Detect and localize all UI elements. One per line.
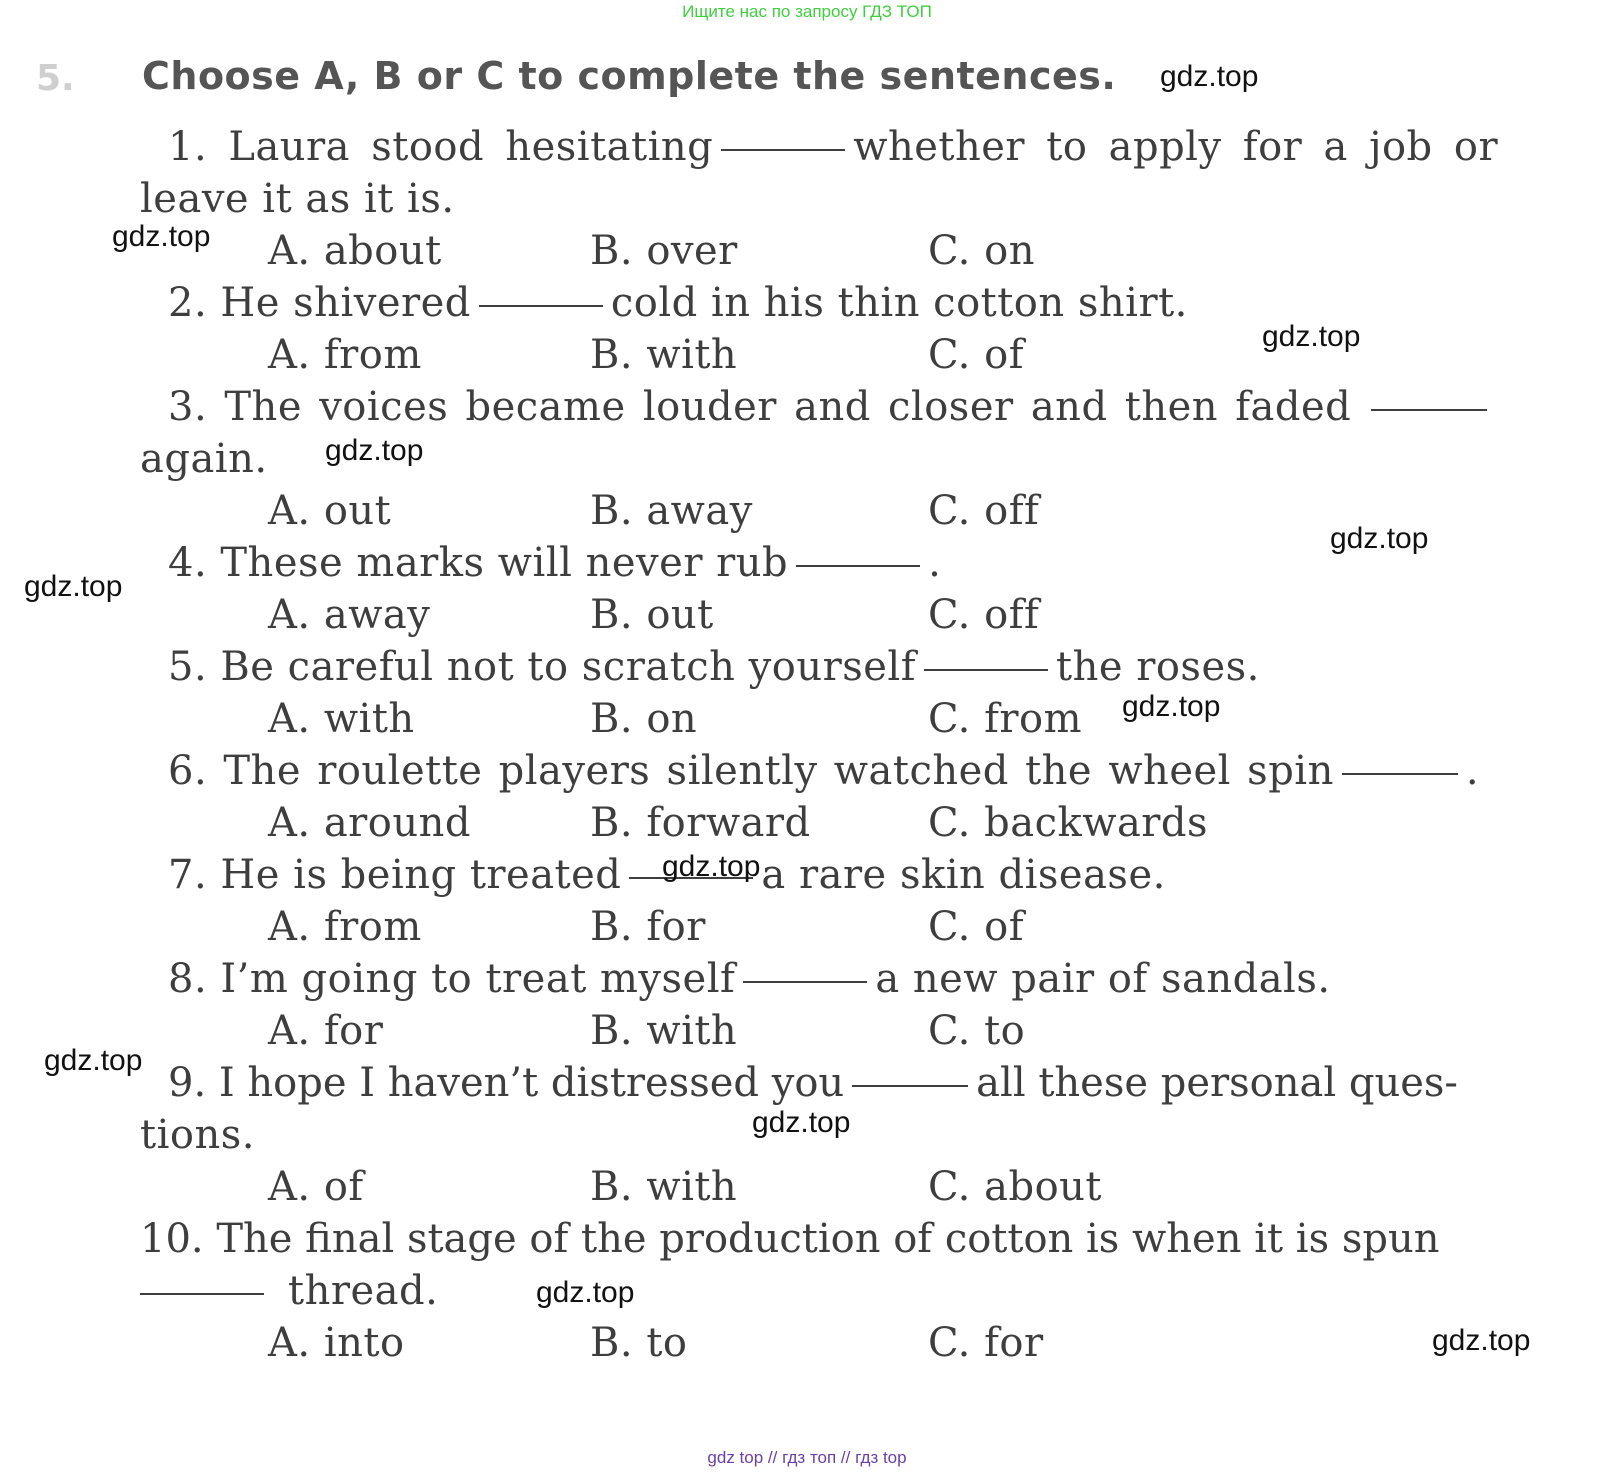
question-9-blank [852, 1085, 968, 1087]
question-7-option-c: C. of [928, 904, 1024, 950]
question-9-stem: 9. I hope I haven’t distressed you [168, 1060, 845, 1106]
bottom-banner: gdz top // гдз топ // гдз top [707, 1448, 907, 1467]
question-5-option-c: C. from [928, 696, 1083, 742]
exercise-title: Choose A, B or C to complete the sentences. [142, 54, 1117, 98]
watermark: gdz.top [662, 850, 761, 883]
question-6-option-c: C. backwards [928, 800, 1209, 846]
question-8-stem: 8. I’m going to treat myself [168, 956, 736, 1002]
question-1-option-c: C. on [928, 228, 1035, 274]
question-4-blank [796, 565, 920, 567]
question-4-option-c: C. off [928, 592, 1040, 638]
question-6-option-a: A. around [268, 800, 471, 846]
question-6-line [168, 748, 1479, 794]
question-1-option-a: A. about [268, 228, 442, 274]
question-7-stem-end: a rare skin disease. [761, 852, 1166, 898]
question-10-option-b: B. to [590, 1320, 688, 1366]
question-2-option-c: C. of [928, 332, 1024, 378]
watermark: gdz.top [24, 570, 123, 603]
question-9-continuation: tions. [140, 1112, 255, 1158]
question-2-stem-end: cold in his thin cotton shirt. [610, 280, 1188, 326]
question-10-continuation-line [140, 1268, 438, 1314]
question-4-option-a: A. away [268, 592, 431, 638]
question-4-line [168, 540, 941, 586]
question-9-line [168, 1060, 1458, 1106]
question-9-option-c: C. about [928, 1164, 1102, 1210]
question-3-line [168, 384, 1495, 430]
watermark: gdz.top [1432, 1324, 1531, 1357]
question-1-blank [721, 149, 845, 151]
question-8-option-b: B. with [590, 1008, 738, 1054]
watermark: gdz.top [1262, 320, 1361, 353]
question-8-blank [743, 981, 867, 983]
question-9-option-b: B. with [590, 1164, 738, 1210]
question-9-option-a: A. of [268, 1164, 364, 1210]
question-10-line [140, 1216, 1439, 1262]
question-10-blank [140, 1293, 264, 1295]
watermark: gdz.top [1122, 690, 1221, 723]
question-6-blank [1342, 773, 1458, 775]
watermark: gdz.top [752, 1106, 851, 1139]
watermark: gdz.top [1160, 60, 1259, 93]
question-3-stem: 3. The voices became louder and closer and then faded [168, 384, 1352, 430]
question-2-option-b: B. with [590, 332, 738, 378]
question-5-option-a: A. with [268, 696, 415, 742]
question-6-stem-end: . [1465, 748, 1480, 794]
exercise-number: 5. [36, 58, 75, 99]
question-10-continuation: thread. [288, 1268, 439, 1314]
question-5-line [168, 644, 1260, 690]
top-banner: Ищите нас по запросу ГДЗ ТОП [682, 2, 932, 21]
question-3-option-a: A. out [268, 488, 392, 534]
question-2-option-a: A. from [268, 332, 422, 378]
watermark: gdz.top [325, 434, 424, 467]
watermark: gdz.top [1330, 522, 1429, 555]
question-4-option-b: B. out [590, 592, 714, 638]
question-4-stem: 4. These marks will never rub [168, 540, 789, 586]
question-7-option-a: A. from [268, 904, 422, 950]
question-3-option-b: B. away [590, 488, 753, 534]
question-1-continuation: leave it as it is. [140, 176, 455, 222]
watermark: gdz.top [536, 1276, 635, 1309]
question-1-line [168, 124, 1498, 170]
question-2-blank [479, 305, 603, 307]
question-9-stem-end: all these personal ques- [976, 1060, 1458, 1106]
question-2-line [168, 280, 1188, 326]
watermark: gdz.top [112, 220, 211, 253]
question-3-option-c: C. off [928, 488, 1040, 534]
question-8-line [168, 956, 1331, 1002]
question-3-continuation: again. [140, 436, 268, 482]
question-10-stem: 10. The final stage of the production of cotton is when it is spun [140, 1216, 1440, 1262]
question-6-stem: 6. The roulette players silently watched the wheel spin [168, 748, 1334, 794]
question-3-blank [1371, 409, 1487, 411]
question-5-blank [924, 669, 1048, 671]
question-4-stem-end: . [928, 540, 942, 586]
question-7-option-b: B. for [590, 904, 706, 950]
watermark: gdz.top [44, 1044, 143, 1077]
question-10-option-c: C. for [928, 1320, 1044, 1366]
question-5-option-b: B. on [590, 696, 698, 742]
question-5-stem: 5. Be careful not to scratch yourself [168, 644, 916, 690]
question-10-option-a: A. into [268, 1320, 405, 1366]
question-8-stem-end: a new pair of sandals. [875, 956, 1331, 1002]
question-1-stem-end: whether to apply for a job or [853, 124, 1499, 170]
question-7-stem: 7. He is being treated [168, 852, 622, 898]
question-2-stem: 2. He shivered [168, 280, 471, 326]
question-5-stem-end: the roses. [1056, 644, 1260, 690]
question-1-stem: 1. Laura stood hesitating [168, 124, 714, 170]
question-8-option-a: A. for [268, 1008, 384, 1054]
question-1-option-b: B. over [590, 228, 738, 274]
question-6-option-b: B. forward [590, 800, 811, 846]
question-8-option-c: C. to [928, 1008, 1026, 1054]
